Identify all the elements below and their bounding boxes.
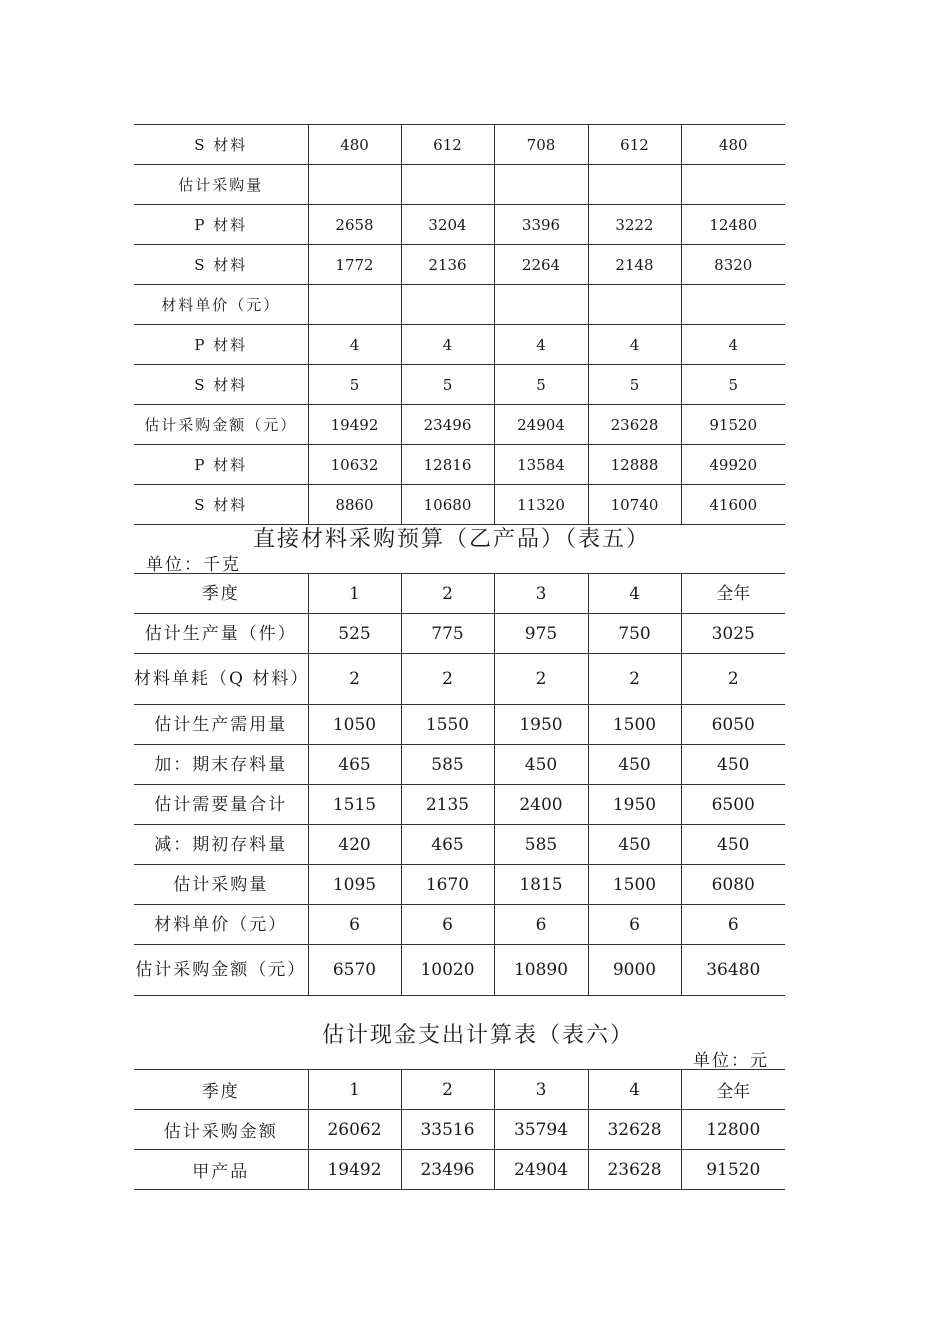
table6-body [134,1070,785,1190]
row-label-cell: 材料单价（元） [134,905,308,945]
value-cell: 3204 [401,205,494,245]
table-row [134,574,785,614]
value-cell: 91520 [681,1150,785,1190]
value-cell: 525 [308,614,401,654]
value-cell: 9000 [588,945,681,996]
table6-unit: 单位：元 [693,1051,769,1071]
value-cell: 23628 [588,1150,681,1190]
value-cell: 6 [681,905,785,945]
value-cell: 35794 [494,1110,588,1150]
row-label-cell: S 材料 [134,125,308,165]
table6-title: 估计现金支出计算表（表六） [322,1023,635,1048]
value-cell [308,165,401,205]
value-cell: 23496 [401,405,494,445]
value-cell: 450 [588,745,681,785]
table-row [134,705,785,745]
table-row [134,614,785,654]
table-row [134,405,785,445]
value-cell: 708 [494,125,588,165]
table-row [134,245,785,285]
value-cell: 2264 [494,245,588,285]
table-row [134,285,785,325]
value-cell: 3 [494,574,588,614]
value-cell: 1050 [308,705,401,745]
value-cell: 91520 [681,405,785,445]
value-cell: 23628 [588,405,681,445]
value-cell: 6 [308,905,401,945]
value-cell: 32628 [588,1110,681,1150]
value-cell: 465 [401,825,494,865]
value-cell: 19492 [308,405,401,445]
value-cell: 49920 [681,445,785,485]
value-cell: 2 [401,654,494,705]
value-cell: 1515 [308,785,401,825]
value-cell: 8320 [681,245,785,285]
value-cell: 4 [588,1070,681,1110]
value-cell: 8860 [308,485,401,525]
value-cell: 5 [494,365,588,405]
table4-body [134,125,785,525]
value-cell: 480 [308,125,401,165]
value-cell: 1950 [494,705,588,745]
table-row [134,1070,785,1110]
row-label-cell: 估计生产量（件） [134,614,308,654]
table-row [134,365,785,405]
row-label-cell: S 材料 [134,485,308,525]
value-cell: 1095 [308,865,401,905]
value-cell: 585 [401,745,494,785]
row-label-cell: P 材料 [134,205,308,245]
value-cell: 612 [588,125,681,165]
table-row [134,1110,785,1150]
value-cell: 2 [681,654,785,705]
table-row [134,865,785,905]
value-cell: 4 [588,574,681,614]
value-cell: 612 [401,125,494,165]
value-cell: 2400 [494,785,588,825]
row-label-cell: 估计采购金额 [134,1110,308,1150]
value-cell: 1670 [401,865,494,905]
value-cell: 2136 [401,245,494,285]
value-cell: 5 [401,365,494,405]
row-label-cell: 估计采购量 [134,865,308,905]
value-cell [494,165,588,205]
value-cell: 1815 [494,865,588,905]
value-cell: 750 [588,614,681,654]
row-label-cell: S 材料 [134,365,308,405]
value-cell: 2 [308,654,401,705]
value-cell: 11320 [494,485,588,525]
direct-material-purchase-budget-table [134,573,785,996]
value-cell: 420 [308,825,401,865]
table5-body [134,574,785,996]
value-cell: 3396 [494,205,588,245]
value-cell: 1950 [588,785,681,825]
value-cell: 全年 [681,574,785,614]
value-cell: 10680 [401,485,494,525]
value-cell: 450 [588,825,681,865]
table-row [134,485,785,525]
value-cell: 19492 [308,1150,401,1190]
value-cell: 3025 [681,614,785,654]
table-row [134,165,785,205]
value-cell: 4 [588,325,681,365]
table-row [134,825,785,865]
value-cell: 5 [681,365,785,405]
value-cell: 4 [401,325,494,365]
value-cell: 2658 [308,205,401,245]
value-cell: 13584 [494,445,588,485]
value-cell: 12800 [681,1110,785,1150]
value-cell: 26062 [308,1110,401,1150]
value-cell: 1772 [308,245,401,285]
row-label-cell: 加：期末存料量 [134,745,308,785]
value-cell: 41600 [681,485,785,525]
value-cell: 3 [494,1070,588,1110]
value-cell: 6500 [681,785,785,825]
value-cell: 10890 [494,945,588,996]
row-label-cell: P 材料 [134,325,308,365]
value-cell: 全年 [681,1070,785,1110]
table-row [134,445,785,485]
value-cell: 2 [494,654,588,705]
table-row [134,205,785,245]
value-cell [401,165,494,205]
value-cell: 2 [401,1070,494,1110]
value-cell: 4 [308,325,401,365]
value-cell: 3222 [588,205,681,245]
value-cell: 1500 [588,705,681,745]
row-label-cell: P 材料 [134,445,308,485]
value-cell: 6050 [681,705,785,745]
row-label-cell: 估计采购量 [134,165,308,205]
row-label-cell: 季度 [134,574,308,614]
row-label-cell: 季度 [134,1070,308,1110]
table-row [134,125,785,165]
value-cell: 480 [681,125,785,165]
value-cell: 12888 [588,445,681,485]
value-cell: 12816 [401,445,494,485]
value-cell: 10740 [588,485,681,525]
row-label-cell: 估计生产需用量 [134,705,308,745]
value-cell: 2 [588,654,681,705]
row-label-cell: 材料单耗（Q 材料） [134,654,308,705]
value-cell [588,285,681,325]
value-cell: 450 [681,745,785,785]
row-label-cell: 甲产品 [134,1150,308,1190]
value-cell: 10632 [308,445,401,485]
table-row [134,945,785,996]
value-cell: 6570 [308,945,401,996]
value-cell: 4 [494,325,588,365]
value-cell: 465 [308,745,401,785]
value-cell: 1 [308,1070,401,1110]
table-row [134,785,785,825]
value-cell [308,285,401,325]
table-row [134,905,785,945]
value-cell: 6080 [681,865,785,905]
value-cell: 10020 [401,945,494,996]
value-cell: 585 [494,825,588,865]
row-label-cell: 估计采购金额（元） [134,405,308,445]
value-cell: 450 [494,745,588,785]
row-label-cell: 估计需要量合计 [134,785,308,825]
row-label-cell: 估计采购金额（元） [134,945,308,996]
value-cell: 2148 [588,245,681,285]
table-row [134,325,785,365]
row-label-cell: S 材料 [134,245,308,285]
value-cell: 1 [308,574,401,614]
value-cell: 1550 [401,705,494,745]
value-cell: 1500 [588,865,681,905]
table5-unit: 单位：千克 [146,555,241,575]
value-cell: 450 [681,825,785,865]
value-cell: 2135 [401,785,494,825]
cash-expenditure-table [134,1069,785,1190]
value-cell: 33516 [401,1110,494,1150]
value-cell: 36480 [681,945,785,996]
value-cell: 12480 [681,205,785,245]
value-cell [494,285,588,325]
row-label-cell: 减：期初存料量 [134,825,308,865]
value-cell: 6 [494,905,588,945]
value-cell: 23496 [401,1150,494,1190]
value-cell: 4 [681,325,785,365]
value-cell: 6 [588,905,681,945]
value-cell: 5 [588,365,681,405]
value-cell [401,285,494,325]
value-cell [681,285,785,325]
row-label-cell: 材料单价（元） [134,285,308,325]
value-cell [681,165,785,205]
material-purchase-table-continued [134,124,785,525]
table-row [134,654,785,705]
value-cell: 5 [308,365,401,405]
table-row [134,1150,785,1190]
table-row [134,745,785,785]
value-cell: 6 [401,905,494,945]
value-cell: 24904 [494,1150,588,1190]
value-cell: 24904 [494,405,588,445]
value-cell [588,165,681,205]
table5-title: 直接材料采购预算（乙产品）（表五） [253,527,651,552]
value-cell: 775 [401,614,494,654]
value-cell: 2 [401,574,494,614]
value-cell: 975 [494,614,588,654]
